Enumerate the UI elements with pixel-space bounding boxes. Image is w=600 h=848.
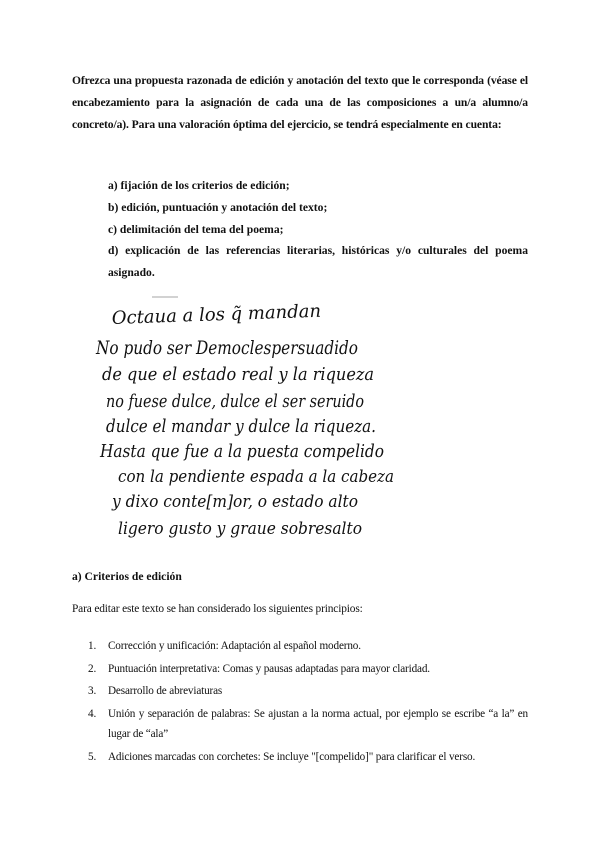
list-item-text: Corrección y unificación: Adaptación al español moderno. [108,640,361,652]
manuscript-line: y dixo conte[m]or, o estado alto [111,492,358,512]
list-number: 3. [88,685,97,697]
list-number: 1. [88,640,97,652]
manuscript-line: Octaua a los q̃ mandan [111,300,322,329]
manuscript-line: de que el estado real y la riqueza [102,364,374,385]
section-intro: Para editar este texto se han considerado los siguientes principios: [72,603,363,615]
list-number: 2. [88,662,97,675]
list-item [88,681,528,702]
list-item-text: Puntuación interpretativa: Comas y pausas adaptadas para mayor claridad. [108,662,430,675]
edition-principles-list [88,636,528,769]
list-item-text: Unión y separación de palabras: Se ajustan a la norma actual, por ejemplo se escribe “a la” en lugar de “ala” [108,707,528,740]
list-number: 4. [88,707,97,720]
list-item [88,659,528,680]
manuscript-line: con la pendiente espada a la cabeza [118,467,394,487]
assignment-instructions: Ofrezca una propuesta razonada de edición y anotación del texto que le corresponda (véase el encabezamiento para la asignación de cada una de las composiciones a un/a alumno/a concreto/a). Para una valoración óptima del ejercicio, se tendrá especialmente en cuenta: [72,74,528,131]
list-item [88,636,528,657]
list-item-text: Adiciones marcadas con corchetes: Se incluye "[compelido]" para clarificar el verso. [108,750,476,763]
section-heading: a) Criterios de edición [72,570,182,583]
list-item [88,747,528,768]
list-item [88,704,528,745]
criterion-a: a) fijación de los criterios de edición; [108,179,290,192]
evaluation-criteria-list [108,175,528,284]
manuscript-image [92,294,410,548]
list-number: 5. [88,750,97,763]
manuscript-line: No pudo ser Democlespersuadido [95,337,358,359]
manuscript-line: dulce el mandar y dulce la riqueza. [106,416,376,437]
list-item-text: Desarrollo de abreviaturas [108,685,223,697]
manuscript-line: no fuese dulce, dulce el ser seruido [106,391,365,412]
criterion-d: d) explicación de las referencias literarias, históricas y/o culturales del poema asignado. [108,244,528,280]
manuscript-line: Hasta que fue a la puesta compelido [99,441,385,462]
criterion-b: b) edición, puntuación y anotación del texto; [108,200,328,214]
manuscript-line: ligero gusto y graue sobresalto [118,519,362,539]
criterion-c: c) delimitación del tema del poema; [108,222,284,236]
